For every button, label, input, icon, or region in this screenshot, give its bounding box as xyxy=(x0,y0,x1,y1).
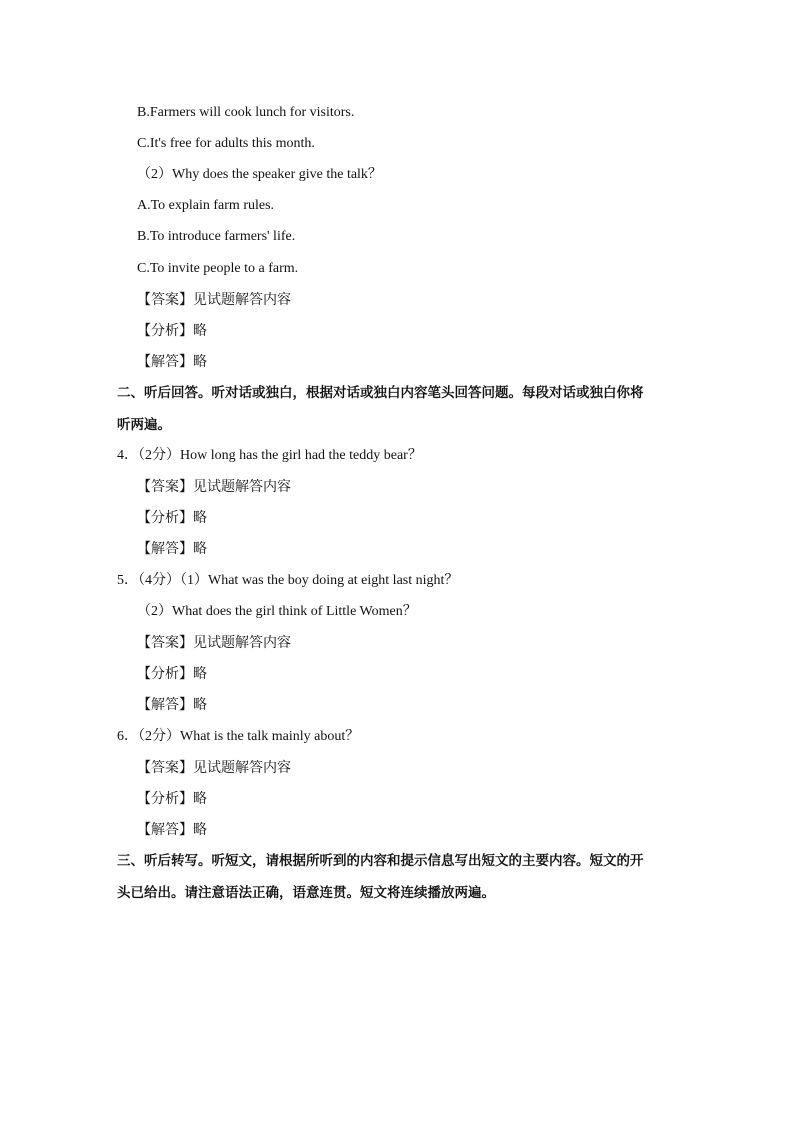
q6-solution: 【解答】略 xyxy=(137,822,207,838)
q3-option-c: C.It's free for adults this month. xyxy=(137,136,315,151)
q6-analysis: 【分析】略 xyxy=(137,791,207,807)
q6-answer: 【答案】见试题解答内容 xyxy=(137,760,291,776)
q3-subquestion-2: （2）Why does the speaker give the talk？ xyxy=(137,167,382,182)
q6-question: 6．（2分）What is the talk mainly about？ xyxy=(117,729,360,744)
q3-solution: 【解答】略 xyxy=(137,354,207,370)
q4-solution: 【解答】略 xyxy=(137,541,207,557)
q3-option-b: B.Farmers will cook lunch for visitors. xyxy=(137,105,355,120)
section3-heading-line1: 三、听后转写。听短文，请根据所听到的内容和提示信息写出短文的主要内容。短文的开 xyxy=(117,853,644,869)
q3-sub2-option-c: C.To invite people to a farm. xyxy=(137,261,299,276)
q5-answer: 【答案】见试题解答内容 xyxy=(137,635,291,651)
section2-heading-line1: 二、听后回答。听对话或独白，根据对话或独白内容笔头回答问题。每段对话或独白你将 xyxy=(117,385,644,401)
q4-question: 4．（2分）How long has the girl had the teddy bear？ xyxy=(117,448,422,463)
q3-answer: 【答案】见试题解答内容 xyxy=(137,292,291,308)
q4-analysis: 【分析】略 xyxy=(137,510,207,526)
q5-analysis: 【分析】略 xyxy=(137,666,207,682)
q4-answer: 【答案】见试题解答内容 xyxy=(137,479,291,495)
q5-question: 5．（4分）（1）What was the boy doing at eight last night？ xyxy=(117,573,459,588)
q3-analysis: 【分析】略 xyxy=(137,323,207,339)
section2-heading-line2: 听两遍。 xyxy=(117,417,171,433)
q3-sub2-option-a: A.To explain farm rules. xyxy=(137,198,275,213)
q5-solution: 【解答】略 xyxy=(137,697,207,713)
q5-subquestion-2: （2）What does the girl think of Little Women？ xyxy=(137,604,417,619)
q3-sub2-option-b: B.To introduce farmers' life. xyxy=(137,229,296,244)
section3-heading-line2: 头已给出。请注意语法正确，语意连贯。短文将连续播放两遍。 xyxy=(117,885,495,901)
